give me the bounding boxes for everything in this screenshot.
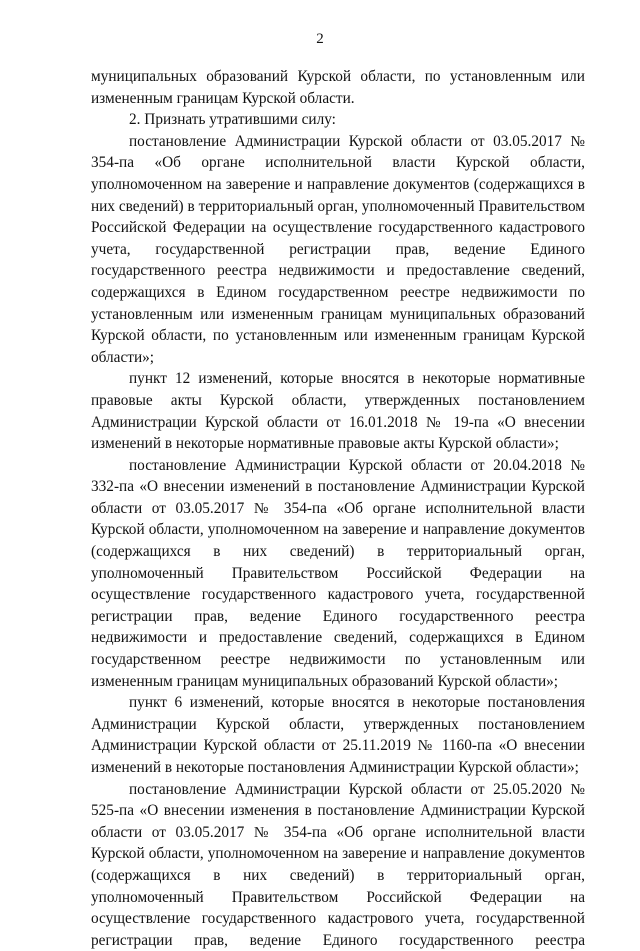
paragraph-repealed-decree-525: постановление Администрации Курской области от 25.05.2020 № 525-па «О внесении изменения в постановление Администрации Курской области от 03.05.2017 № 354-па «Об органе исполнительной власти Курской области, уполномоченном на заверение и направление документов (содержащихся в них сведений) в территориальный орган, уполномоченный Правительством Российской Федерации на осуществление государственного кадастрового учета, государственной регистрации прав, ведение Единого государственного реестра [91,780,585,949]
document-body [91,66,585,951]
paragraph-repealed-decree-332: постановление Администрации Курской области от 20.04.2018 № 332-па «О внесении изменений в постановление Администрации Курской области от 03.05.2017 № 354-па «Об органе исполнительной власти Курской области, уполномоченном на заверение и направление документов (содержащихся в них сведений) в территориальный орган, уполномоченный Правительством Российской Федерации на осуществление государственного кадастрового учета, государственной регистрации прав, ведение Единого государственного реестра недвижимости и предоставление сведений, содержащихся в Едином государственном реестре недвижимости по установленным или измененным границам муниципальных образований Курской области»; [91,456,585,690]
paragraph-repealed-decree-354: постановление Администрации Курской области от 03.05.2017 № 354-па «Об органе исполнительной власти Курской области, уполномоченном на заверение и направление документов (содержащихся в них сведений) в территориальный орган, уполномоченный Правительством Российской Федерации на осуществление государственного кадастрового учета, государственной регистрации прав, ведение Единого государственного реестра недвижимости и предоставление сведений, содержащихся в Едином государственном реестре недвижимости по установленным или измененным границам муниципальных образований Курской области, по установленным или измененным границам Курской области»; [91,132,585,366]
paragraph-item-2-heading: 2. Признать утратившими силу: [129,111,336,129]
paragraph-repealed-point-6: пункт 6 изменений, которые вносятся в некоторые постановления Администрации Курской области, утвержденных постановлением Администрации Курской области от 25.11.2019 № 1160-па «О внесении изменений в некоторые постановления Администрации Курской области»; [91,694,585,776]
paragraph-continuation: муниципальных образований Курской области, по установленным или измененным границам Курской области. [91,68,585,107]
paragraph-repealed-point-12: пункт 12 изменений, которые вносятся в некоторые нормативные правовые акты Курской области, утвержденных постановлением Администрации Курской области от 16.01.2018 № 19-па «О внесении изменений в некоторые нормативные правовые акты Курской области»; [91,370,585,453]
page-number: 2 [316,31,324,47]
